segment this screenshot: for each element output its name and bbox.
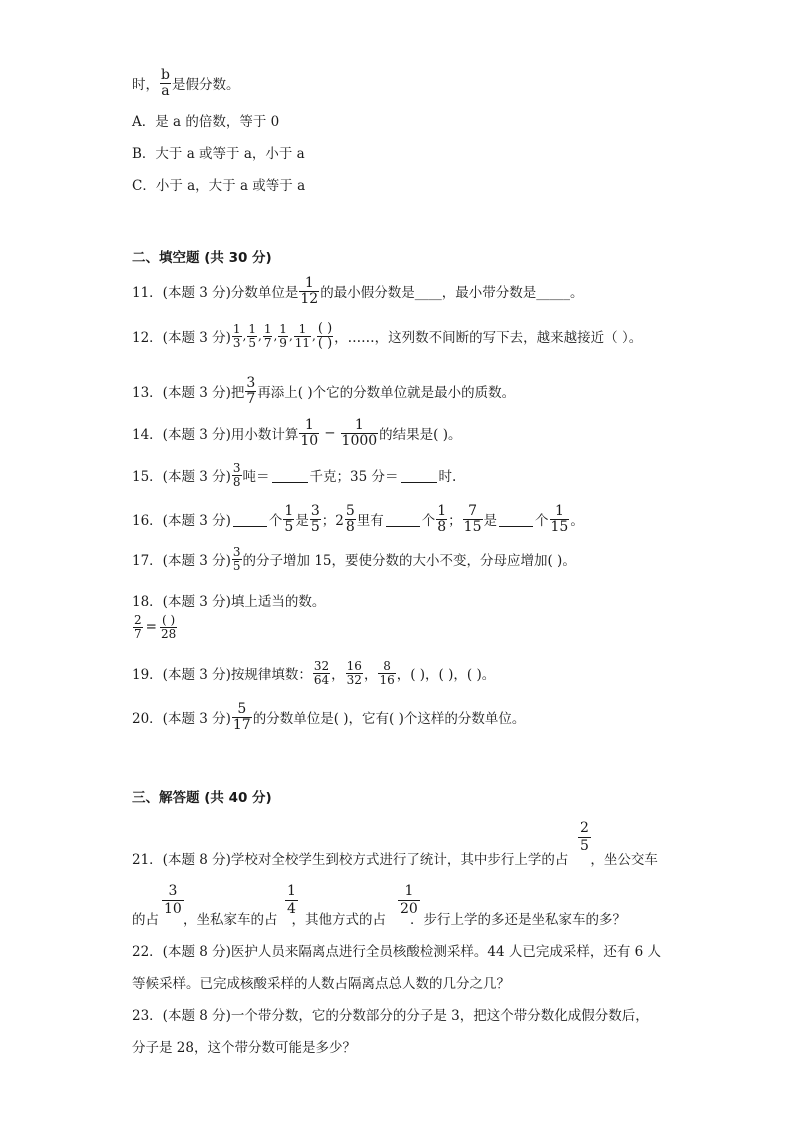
question-23-line2: 分子是 28，这个带分数可能是多少？ (132, 1040, 356, 1056)
q21-fraction-car: 1 4 (287, 883, 296, 917)
question-20: 20．(本题 3 分) 5 17 的分数单位是( )，它有( )个这样的分数单位。 (132, 701, 526, 733)
question-11: 11．(本题 3 分)分数单位是 1 12 的最小假分数是____，最小带分数是_____。 (132, 275, 584, 307)
question-17: 17．(本题 3 分) 3 5 的分子增加 15，要使分数的大小不变，分母应增加( )。 (132, 545, 576, 573)
q15-blank-kg (272, 468, 308, 483)
q12-fraction-1: 1 3 (232, 322, 241, 350)
prev-stem-prefix: 时， (132, 77, 159, 94)
q12-fraction-blank: ( ) ( ) (317, 321, 333, 351)
question-13: 13．(本题 3 分)把 3 7 再添上( )个它的分数单位就是最小的质数。 (132, 375, 516, 407)
question-12: 12．(本题 3 分) 1 3 , 1 5 , 1 7 , 1 9 , 1 11 , ( ) ( ) ，……，这列数不间断的写下去，越来越接近（ ）。 (132, 321, 643, 351)
q21-fraction-bus: 3 10 (164, 883, 182, 917)
question-22-line1: 22．(本题 8 分)医护人员来隔离点进行全员核酸检测采样。44 人已完成采样，还有 6 人 (132, 944, 662, 960)
q16-blank-2 (386, 512, 420, 527)
q14-fraction-1: 1 10 (300, 417, 319, 449)
q12-fraction-4: 1 9 (279, 322, 287, 350)
question-18: 18．(本题 3 分)填上适当的数。 (132, 594, 326, 610)
question-15: 15．(本题 3 分) 3 8 吨＝ 千克；35 分＝ 时. (132, 461, 457, 489)
q14-fraction-2: $\frac{1}{1000}$ (341, 417, 378, 449)
question-21-line1: 21．(本题 8 分)学校对全校学生到校方式进行了统计，其中步行上学的占 ，坐公交车 (132, 852, 658, 868)
q15-fraction: 3 8 (232, 461, 241, 489)
prev-fraction: b a (161, 67, 170, 99)
q11-fraction: 1 12 (300, 275, 319, 307)
question-19: 19．(本题 3 分)按规律填数： 32 64 ， 16 32 ， 8 16 ，( )，( )，( )。 (132, 659, 496, 687)
question-23-line1: 23．(本题 8 分)一个带分数，它的分数部分的分子是 3，把这个带分数化成假分数后， (132, 1008, 649, 1024)
q12-fraction-5: 1 11 (294, 322, 311, 350)
section-title-answer: 三、解答题 (共 40 分) (132, 790, 272, 806)
q15-blank-hour (401, 468, 437, 483)
q21-fraction-walk: 2 5 (580, 820, 589, 854)
q13-fraction: 3 7 (246, 375, 256, 407)
q21-fraction-other: 1 20 (400, 883, 418, 917)
prev-option-b: B．大于 a 或等于 a，小于 a (132, 146, 305, 162)
prev-option-c: C．小于 a，大于 a 或等于 a (132, 178, 306, 194)
prev-option-a: A．是 a 的倍数，等于 0 (132, 114, 280, 130)
question-14: 14．(本题 3 分)用小数计算 1 10 − $\frac{1}{1000}$ 的结果是( )。 (132, 417, 462, 449)
question-18-equation: $\frac{2}{7}$ = ( ) 28 (134, 613, 177, 641)
q12-fraction-2: 1 5 (248, 322, 256, 350)
q16-blank-1 (233, 512, 267, 527)
question-21-line2: 的占 ，坐私家车的占 ，其他方式的占 ．步行上学的多还是坐私家车的多？ (132, 912, 626, 928)
prev-question-stem (132, 68, 239, 98)
question-16: 16．(本题 3 分) 个 1 5 是 3 5 ；2 5 8 里有 个 1 8 ； 7 15 是 个 1 15 。 (132, 503, 584, 535)
prev-stem-suffix: 是假分数。 (171, 77, 240, 94)
section-title-fill-blank: 二、填空题 (共 30 分) (132, 250, 272, 266)
question-22-line2: 等候采样。已完成核酸采样的人数占隔离点总人数的几分之几？ (132, 976, 510, 992)
q16-blank-3 (499, 512, 533, 527)
q12-fraction-3: 1 7 (263, 322, 272, 350)
